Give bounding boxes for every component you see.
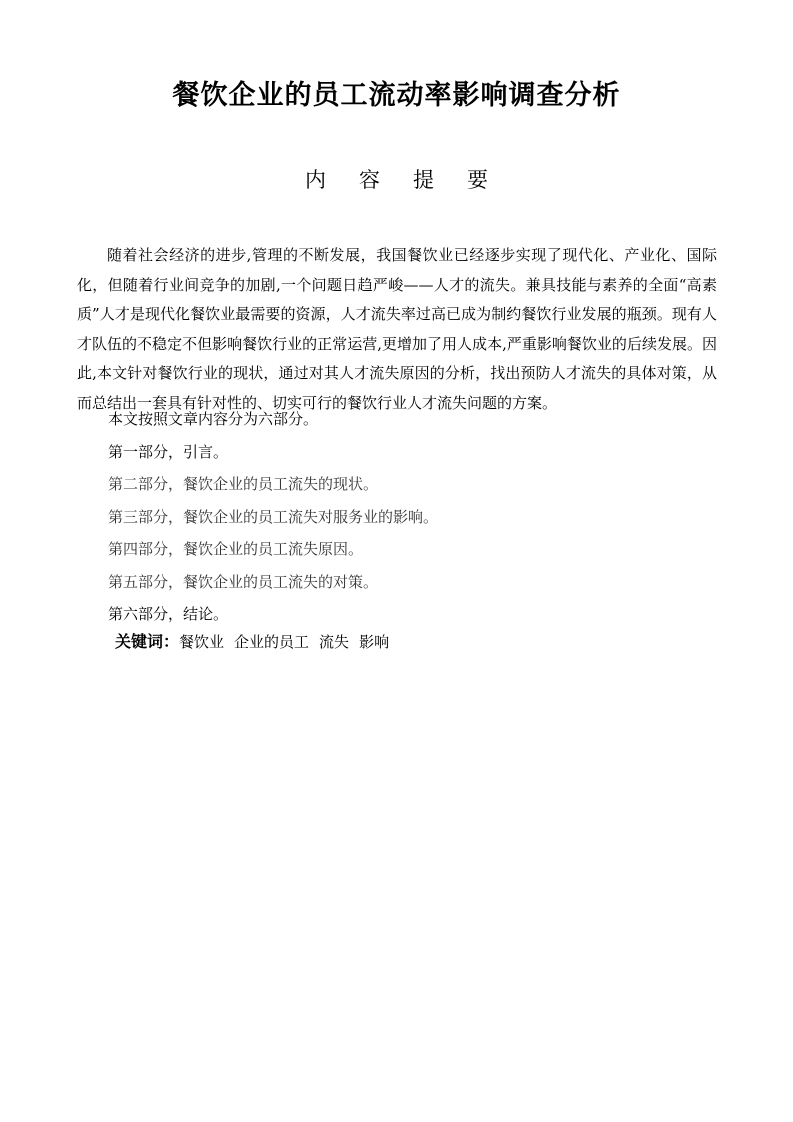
outline-intro: 本文按照文章内容分为六部分。 <box>108 410 319 428</box>
keywords-label: 关键词： <box>115 632 180 651</box>
abstract-heading: 内容提要 <box>305 168 521 192</box>
outline-part-4: 第四部分，餐饮企业的员工流失原因。 <box>108 540 364 558</box>
outline-part-5: 第五部分，餐饮企业的员工流失的对策。 <box>108 572 379 591</box>
keyword: 流失 <box>319 633 350 651</box>
outline-part-6: 第六部分，结论。 <box>108 605 229 623</box>
keyword: 影响 <box>359 633 390 651</box>
outline-part-3: 第三部分，餐饮企业的员工流失对服务业的影响。 <box>108 507 439 526</box>
keyword: 企业的员工 <box>234 633 310 651</box>
keyword: 餐饮业 <box>179 633 225 651</box>
keywords-line <box>115 628 399 656</box>
section-outline <box>108 403 708 631</box>
outline-part-1: 第一部分，引言。 <box>108 442 229 461</box>
document-title: 餐饮企业的员工流动率影响调查分析 <box>172 80 621 111</box>
outline-part-2: 第二部分，餐饮企业的员工流失的现状。 <box>108 475 379 493</box>
abstract-paragraph: 随着社会经济的进步,管理的不断发展，我国餐饮业已经逐步实现了现代化、产业化、国际化，但随着行业间竞争的加剧,一个问题日趋严峻——人才的流失。兼具技能与素养的全面“高素质”人才是现代化餐饮业最需要的资源，人才流失率过高已成为制约餐饮行业发展的瓶颈。现有人才队伍的不稳定不但影响餐饮行业的正常运营,更增加了用人成本,严重影响餐饮业的后续发展。因此,本文针对餐饮行业的现状，通过对其人才流失原因的分析，找出预防人才流失的具体对策，从而总结出一套具有针对性的、切实可行的餐饮行业人才流失问题的方案。 <box>77 246 717 412</box>
